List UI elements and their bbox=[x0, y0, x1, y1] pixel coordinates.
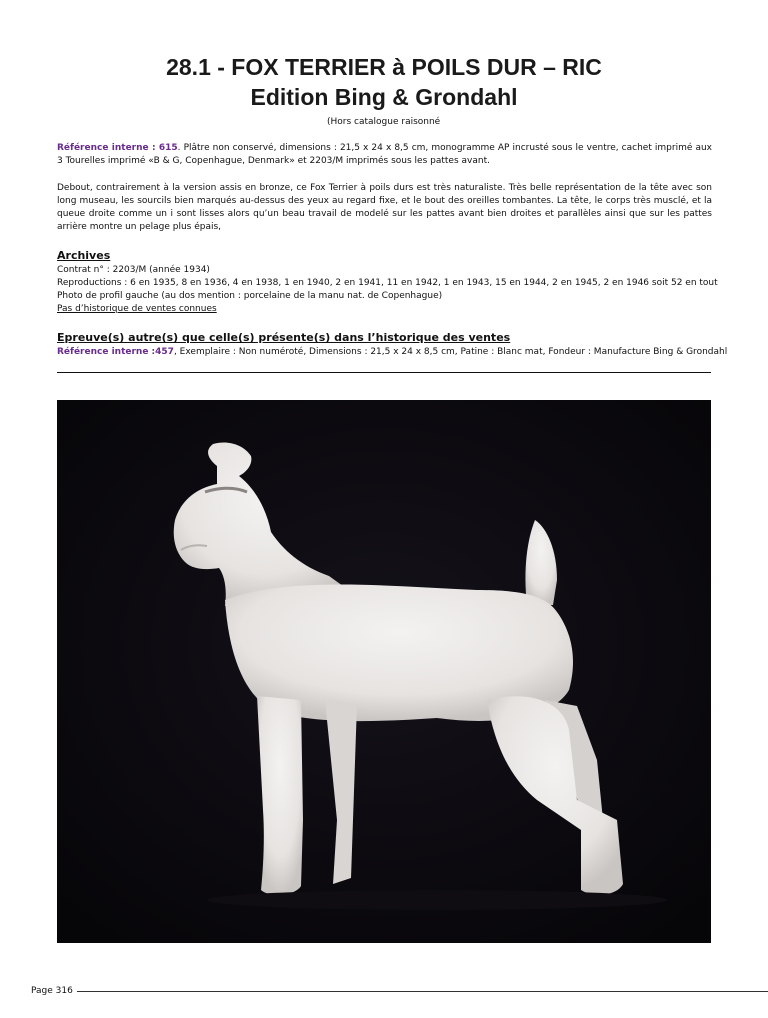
footer-divider bbox=[77, 991, 768, 992]
archives-photo: Photo de profil gauche (au dos mention : porcelaine de la manu nat. de Copenhague) bbox=[57, 291, 443, 301]
description-paragraph-1 bbox=[57, 142, 712, 168]
epreuve-reference-label: Référence interne :457 bbox=[57, 347, 174, 357]
archives-contract: Contrat n° : 2203/M (année 1934) bbox=[57, 265, 210, 275]
epreuves-entry bbox=[57, 346, 727, 359]
internal-reference-label: Référence interne : 615 bbox=[57, 143, 178, 153]
section-divider bbox=[57, 372, 711, 373]
description-paragraph-1-text: . Plâtre non conservé, dimensions : 21,5 x 24 x 8,5 cm, monogramme AP incrusté sous le ventre, cachet imprimé aux 3 Tourelles imprimé «B & G, Copenhague, Denmark» et 2203/M imprimés sous les pattes avant. bbox=[57, 143, 713, 166]
archives-reproductions: Reproductions : 6 en 1935, 8 en 1936, 4 en 1938, 1 en 1940, 2 en 1941, 11 en 1942, 1 en 1943, 15 en 1944, 2 en 1945, 2 en 1946 soit 52 en tout bbox=[57, 278, 718, 288]
catalogue-note: (Hors catalogue raisonné bbox=[327, 117, 441, 127]
fox-terrier-figurine bbox=[57, 400, 711, 943]
page-number: Page 316 bbox=[31, 986, 73, 996]
epreuves-heading: Epreuve(s) autre(s) que celle(s) présente(s) dans l’historique des ventes bbox=[57, 331, 511, 344]
archives-sales-history: Pas d’historique de ventes connues bbox=[57, 304, 217, 314]
epreuve-details: , Exemplaire : Non numéroté, Dimensions : 21,5 x 24 x 8,5 cm, Patine : Blanc mat, Fondeur : Manufacture Bing & Grondahl bbox=[173, 347, 728, 357]
fox-terrier-photo bbox=[57, 400, 711, 943]
description-paragraph-2: Debout, contrairement à la version assis en bronze, ce Fox Terrier à poils durs est très naturaliste. Très belle représentation de la tête avec son long museau, les sourcils bien marqués au-dessus des yeux au regard fixe, et le bout des oreilles tombantes. La tête, le corps très musclé, et la queue droite comme un i sont lisses alors qu’un beau travail de modelé sur les pattes avant bien droites et parallèles ainsi que sur les pattes arrière montre un pelage plus épais, bbox=[57, 183, 712, 232]
page-title: 28.1 - FOX TERRIER à POILS DUR – RIC bbox=[166, 54, 602, 80]
page-subtitle: Edition Bing & Grondahl bbox=[250, 84, 518, 110]
archives-heading: Archives bbox=[57, 249, 111, 262]
